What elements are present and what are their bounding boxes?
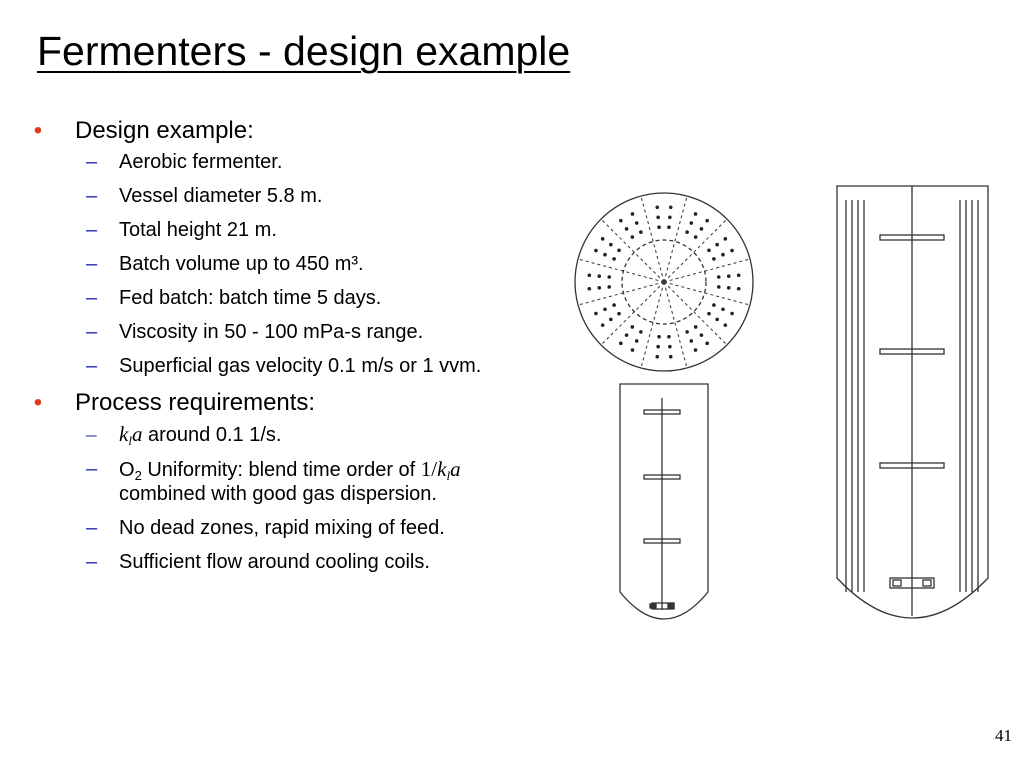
sparger-hole [607, 275, 611, 279]
sparger-hole [625, 333, 629, 337]
sparger-spoke [578, 259, 664, 282]
bullet-icon: • [33, 117, 43, 144]
sparger-hole [712, 257, 716, 261]
dash-icon: – [86, 321, 98, 343]
dash-icon: – [86, 185, 98, 207]
sparger-hole [612, 257, 616, 261]
sparger-hole [619, 219, 623, 223]
sparger-spoke [601, 282, 664, 345]
sparger-hole [607, 285, 611, 289]
sparger-hole [669, 206, 673, 210]
list-item: – Aerobic fermenter. [86, 151, 283, 173]
sparger-hole [619, 342, 623, 346]
sparger-hole [612, 303, 616, 307]
dash-icon: – [86, 551, 98, 573]
sparger-hole [712, 303, 716, 307]
sparger-hole [668, 345, 672, 349]
sparger-hole [588, 273, 592, 277]
sparger-hole [609, 318, 613, 322]
sparger-hole [715, 243, 719, 247]
sparger-hole [724, 323, 728, 327]
sparger-hole [657, 225, 661, 229]
sparger-hole [737, 287, 741, 291]
sparger-spoke [664, 259, 750, 282]
sparger-hole [667, 335, 671, 339]
bullet-heading: Process requirements: [75, 389, 316, 416]
sparger-spoke [641, 196, 664, 282]
list-item: – Superficial gas velocity 0.1 m/s or 1 vvm. [86, 355, 482, 377]
sparger-hole [685, 330, 689, 334]
bullet-heading: Design example: [75, 117, 254, 144]
sparger-hole [594, 249, 598, 253]
list-item: – Batch volume up to 450 m³. [86, 253, 364, 275]
sparger-hole [669, 355, 673, 359]
small-vessel-side-view [620, 384, 708, 619]
slide-title: Fermenters - design example [37, 28, 571, 74]
dash-icon: – [86, 219, 98, 241]
sparger-hole [707, 312, 711, 316]
sparger-hole [635, 339, 639, 343]
bullet-icon: • [33, 389, 43, 416]
sparger-hole [690, 339, 694, 343]
sparger-hole [730, 249, 734, 253]
sparger-hole [721, 308, 725, 312]
sparger-hole [601, 323, 605, 327]
sparger-spoke [641, 282, 664, 368]
sparger-hole [609, 243, 613, 247]
sparger-hole [631, 325, 635, 329]
sparger-hole [603, 308, 607, 312]
sparger-hole [715, 318, 719, 322]
sparger-hole [656, 215, 660, 219]
page-number: 41 [995, 726, 1012, 745]
dash-icon: – [86, 458, 98, 480]
sparger-spoke [664, 282, 727, 345]
sparger-hole [617, 312, 621, 316]
sparger-hole [737, 273, 741, 277]
sparger-spoke [664, 282, 750, 305]
list-item: – Sufficient flow around cooling coils. [86, 551, 430, 573]
sparger-hole [690, 221, 694, 225]
sparger-hole [700, 227, 704, 231]
list-item-o2-uniformity: – $O_2$ Uniformity: blend time order of $1/k_la$ combined with good gas dispersion. [86, 457, 461, 505]
sparger-hole [639, 330, 643, 334]
dash-icon: – [86, 355, 98, 377]
sparger-hole [705, 342, 709, 346]
sparger-hole [685, 230, 689, 234]
sparger-hole [694, 212, 698, 216]
sparger-hole [625, 227, 629, 231]
sparger-hole [668, 215, 672, 219]
list-item: – Viscosity in 50 - 100 mPa-s range. [86, 321, 424, 343]
sparger-hole [717, 275, 721, 279]
sparger-hole [635, 221, 639, 225]
sparger-hole [597, 286, 601, 290]
sparger-hole [588, 287, 592, 291]
dash-icon: – [86, 151, 98, 173]
list-item: – Total height 21 m. [86, 219, 277, 241]
sparger-hole [656, 345, 660, 349]
large-vessel-side-view [837, 186, 988, 618]
list-item-kla: – $k_la$ around 0.1 1/s. [86, 422, 282, 448]
dash-icon: – [86, 517, 98, 539]
sparger-hole [694, 325, 698, 329]
sparger-spoke [664, 282, 687, 368]
sparger-hole [639, 230, 643, 234]
sparger-hole [617, 249, 621, 253]
dash-icon: – [86, 253, 98, 275]
sparger-hole [601, 237, 605, 241]
sparger-hole [705, 219, 709, 223]
sparger-hole [631, 235, 635, 239]
dash-icon: – [86, 422, 97, 446]
list-item: – Vessel diameter 5.8 m. [86, 185, 323, 207]
sparger-hole [727, 274, 731, 278]
list-item: – No dead zones, rapid mixing of feed. [86, 517, 445, 539]
sparger-spoke [578, 282, 664, 305]
sparger-hole [655, 355, 659, 359]
sparger-hole [724, 237, 728, 241]
sparger-hole [597, 274, 601, 278]
sparger-hole [730, 312, 734, 316]
sparger-hole [717, 285, 721, 289]
sparger-hole [707, 249, 711, 253]
sparger-hole [694, 235, 698, 239]
sparger-hole [694, 348, 698, 352]
sparger-hole [603, 253, 607, 257]
sparger-hole [657, 335, 661, 339]
list-item: – Fed batch: batch time 5 days. [86, 287, 382, 309]
dash-icon: – [86, 287, 98, 309]
sparger-top-view [575, 193, 753, 371]
sparger-hole [655, 206, 659, 210]
sparger-spoke [601, 219, 664, 282]
sparger-spoke [664, 196, 687, 282]
sparger-hole [700, 333, 704, 337]
sparger-hole [721, 253, 725, 257]
sparger-hole [631, 348, 635, 352]
sparger-spoke [664, 219, 727, 282]
sparger-hole [631, 212, 635, 216]
sparger-hole [727, 286, 731, 290]
sparger-hole [594, 312, 598, 316]
sparger-hole [667, 225, 671, 229]
